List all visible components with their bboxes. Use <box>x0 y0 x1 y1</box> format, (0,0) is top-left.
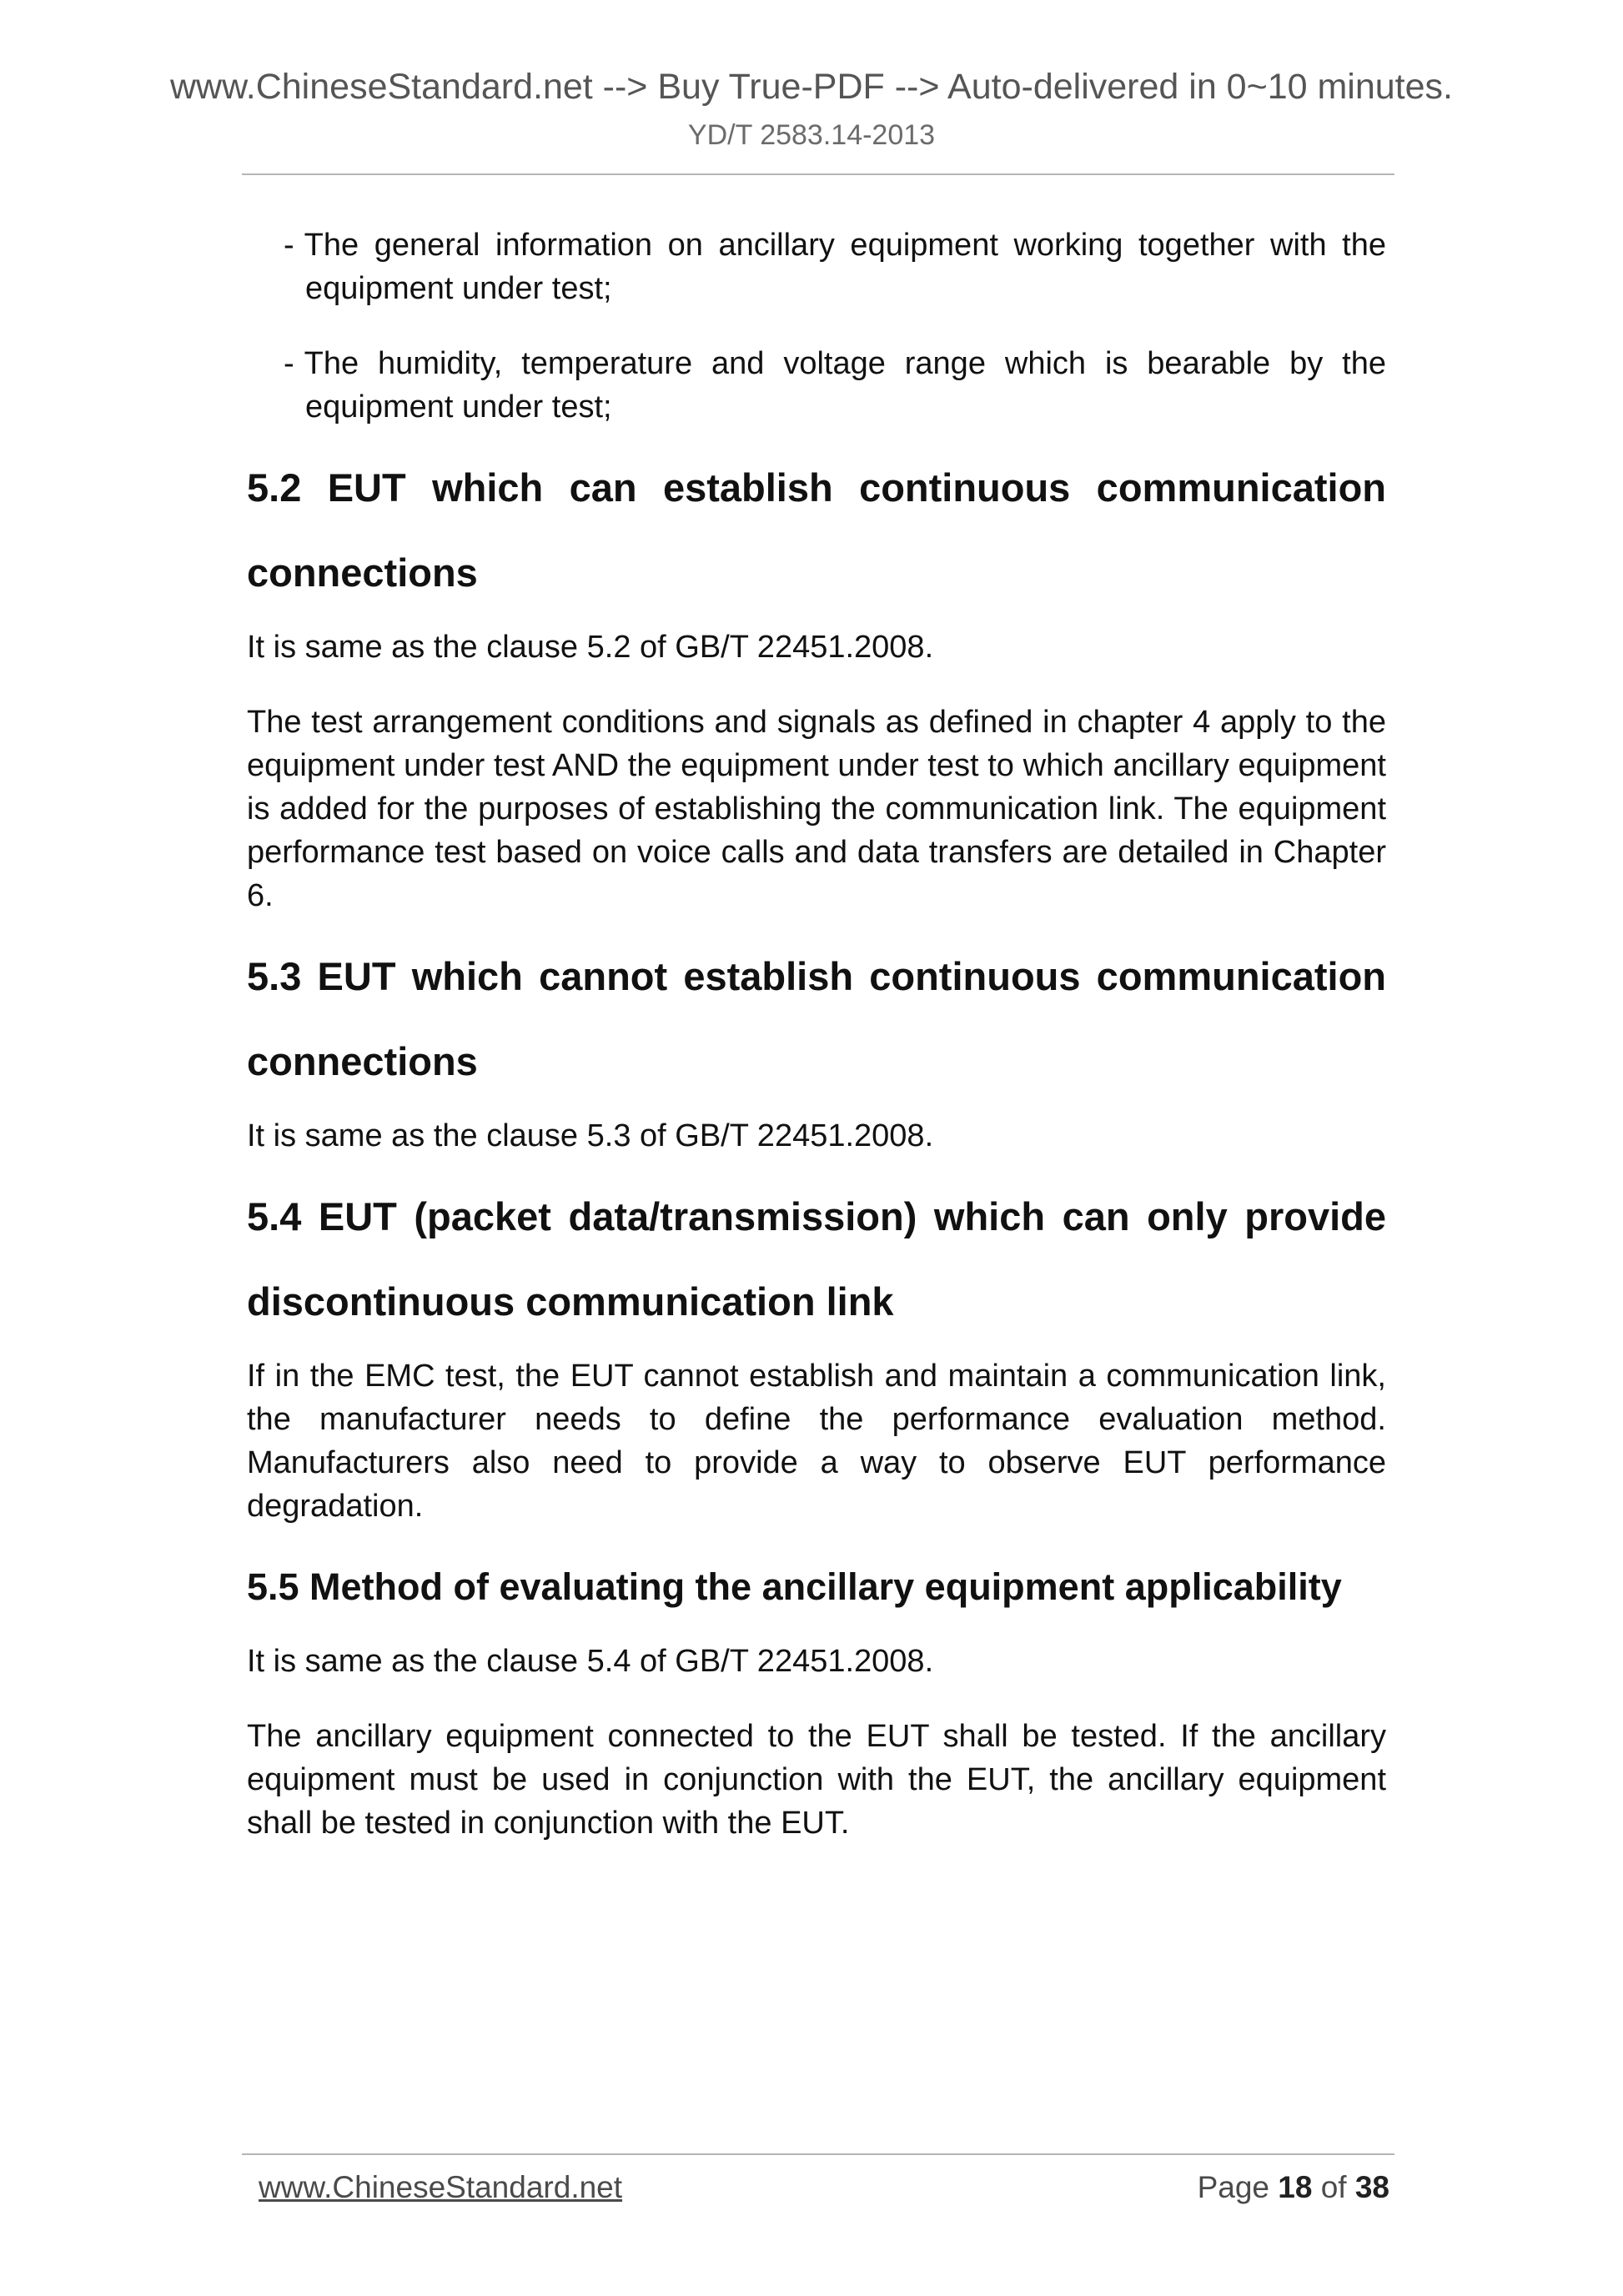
paragraph: It is same as the clause 5.3 of GB/T 22451.2008. <box>247 1118 934 1153</box>
paragraph: It is same as the clause 5.2 of GB/T 22451.2008. <box>247 630 934 665</box>
footer-site-link[interactable]: www.ChineseStandard.net <box>259 2170 623 2204</box>
header-banner: www.ChineseStandard.net --> Buy True-PDF --> Auto-delivered in 0~10 minutes. <box>169 67 1453 107</box>
page-content <box>247 224 1386 1876</box>
bullet-item: - The general information on ancillary equipment working together with the equipment under test; <box>284 228 1386 306</box>
page-footer <box>259 2168 1389 2207</box>
paragraph: If in the EMC test, the EUT cannot establish and maintain a communication link, the manufacturer needs to define the performance evaluation method. Manufacturers also need to provide a way to observe EUT performance degradation. <box>247 1359 1386 1524</box>
section-heading-5-3: 5.3 EUT which cannot establish continuous communication connections <box>247 954 1386 1083</box>
bullet-item: - The humidity, temperature and voltage range which is bearable by the equipment under test; <box>284 346 1386 425</box>
bullet-text: The humidity, temperature and voltage range which is bearable by the equipment under test; <box>304 346 1386 425</box>
page-number: Page 18 of 38 <box>1197 2170 1389 2204</box>
paragraph: The ancillary equipment connected to the EUT shall be tested. If the ancillary equipment must be used in conjunction with the EUT, the ancillary equipment shall be tested in conjunction with the EUT. <box>247 1719 1386 1841</box>
document-id: YD/T 2583.14-2013 <box>687 119 936 151</box>
paragraph: It is same as the clause 5.4 of GB/T 22451.2008. <box>247 1644 934 1679</box>
footer-divider <box>242 2153 1394 2155</box>
section-heading-5-2: 5.2 EUT which can establish continuous communication connections <box>247 465 1386 595</box>
section-heading-5-4: 5.4 EUT (packet data/transmission) which can only provide discontinuous communication link <box>247 1194 1386 1324</box>
paragraph: The test arrangement conditions and signals as defined in chapter 4 apply to the equipment under test AND the equipment under test to which ancillary equipment is added for the purposes of establishing the communication link. The equipment performance test based on voice calls and data transfers are detailed in Chapter 6. <box>247 705 1386 913</box>
header-divider <box>242 173 1394 175</box>
bullet-text: The general information on ancillary equipment working together with the equipment under test; <box>304 228 1386 306</box>
section-heading-5-5: 5.5 Method of evaluating the ancillary equipment applicability <box>247 1565 1342 1608</box>
